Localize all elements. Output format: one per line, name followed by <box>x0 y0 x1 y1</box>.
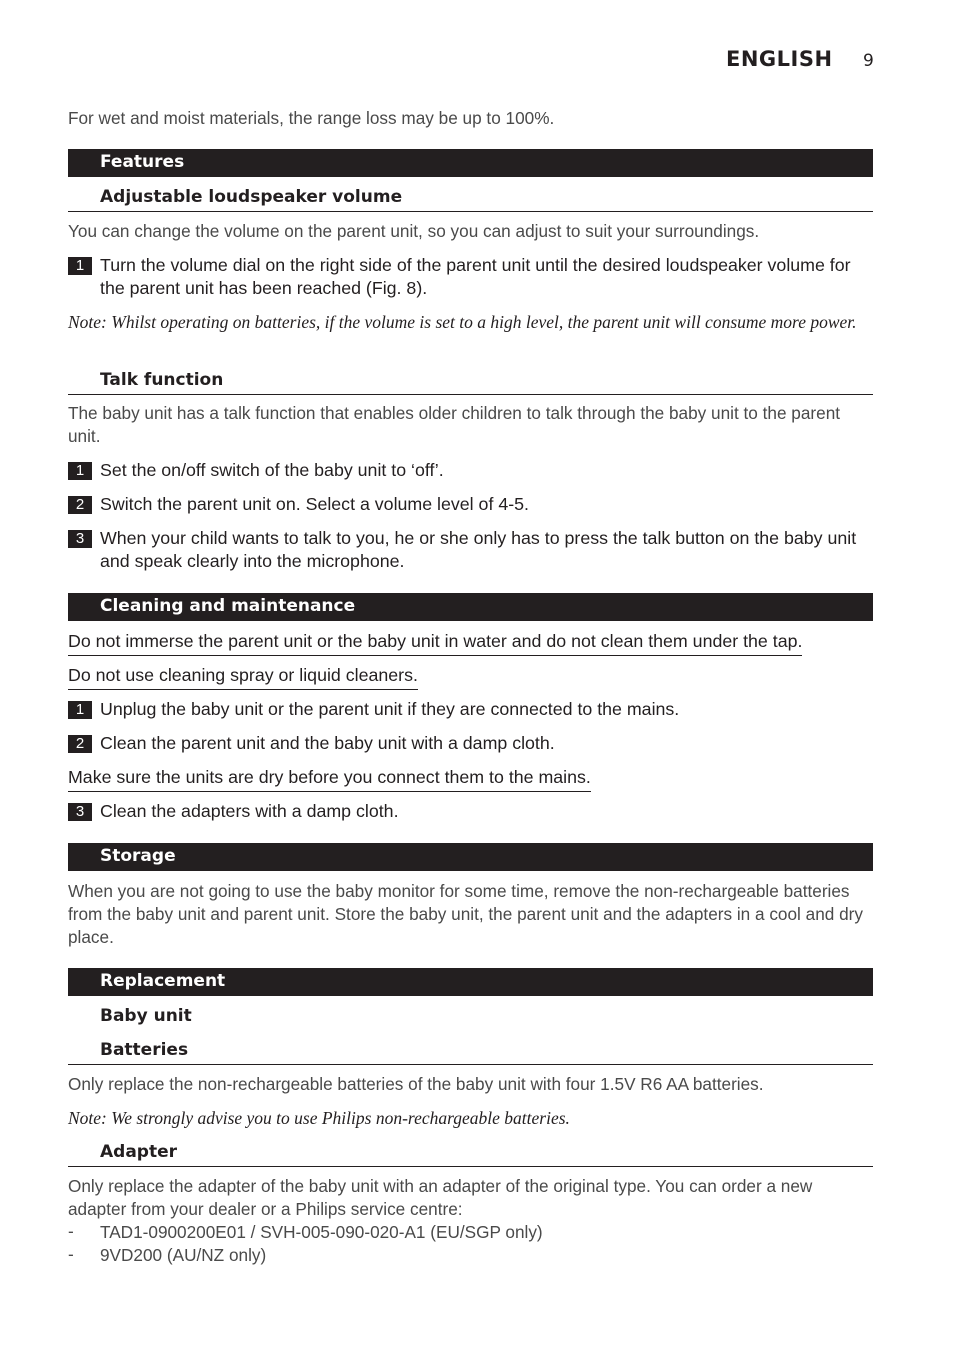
intro-text: For wet and moist materials, the range loss may be up to 100%. <box>68 108 555 128</box>
caution-text: Do not use cleaning spray or liquid cleaners. <box>68 664 418 690</box>
section-storage <box>68 843 873 871</box>
step-number: 2 <box>68 735 92 753</box>
step-text: Turn the volume dial on the right side of the parent unit until the desired loudspeaker volume for the parent unit has been reached (Fig. 8). <box>100 255 851 298</box>
section-replacement <box>68 968 873 996</box>
step-number: 3 <box>68 803 92 821</box>
section-title: Cleaning and maintenance <box>100 596 356 616</box>
section-features <box>68 149 873 177</box>
step-number: 3 <box>68 530 92 548</box>
step-text: Clean the parent unit and the baby unit with a damp cloth. <box>100 733 555 753</box>
storage-text: When you are not going to use the baby monitor for some time, remove the non-rechargeable batteries from the baby unit and parent unit. Store the baby unit, the parent unit and the adapters in a cool and dry place. <box>68 881 863 947</box>
step-text: Clean the adapters with a damp cloth. <box>100 801 399 821</box>
subsection-talk <box>68 368 873 395</box>
step-number: 1 <box>68 701 92 719</box>
list-dash: - <box>68 1244 74 1264</box>
step-number: 2 <box>68 496 92 514</box>
subsection-title: Talk function <box>100 370 224 390</box>
subsection-title: Adapter <box>100 1142 178 1162</box>
section-title: Storage <box>100 846 176 866</box>
batteries-text: Only replace the non-rechargeable batteries of the baby unit with four 1.5V R6 AA batteries. <box>68 1074 764 1094</box>
step-text: When your child wants to talk to you, he or she only has to press the talk button on the baby unit and speak clearly into the microphone. <box>100 528 857 571</box>
list-item: TAD1-0900200E01 / SVH-005-090-020-A1 (EU/SGP only) <box>100 1222 543 1242</box>
subsection-baby-unit <box>68 1004 873 1030</box>
step-text: Unplug the baby unit or the parent unit if they are connected to the mains. <box>100 699 680 719</box>
section-title: Replacement <box>100 971 226 991</box>
step-number: 1 <box>68 257 92 275</box>
list-dash: - <box>68 1221 74 1241</box>
subsection-adapter <box>68 1140 873 1167</box>
language-label: ENGLISH <box>726 47 833 71</box>
section-cleaning <box>68 593 873 621</box>
step-text: Switch the parent unit on. Select a volume level of 4-5. <box>100 494 529 514</box>
batteries-note: Note: We strongly advise you to use Philips non-rechargeable batteries. <box>68 1108 570 1128</box>
caution-text: Make sure the units are dry before you connect them to the mains. <box>68 766 591 792</box>
step-text: Set the on/off switch of the baby unit to ‘off’. <box>100 460 444 480</box>
step-number: 1 <box>68 462 92 480</box>
caution-text: Do not immerse the parent unit or the baby unit in water and do not clean them under the tap. <box>68 630 802 656</box>
volume-text: You can change the volume on the parent unit, so you can adjust to suit your surroundings. <box>68 221 760 241</box>
section-title: Features <box>100 152 185 172</box>
subsection-volume <box>68 185 873 212</box>
list-item: 9VD200 (AU/NZ only) <box>100 1245 267 1265</box>
subsection-title: Adjustable loudspeaker volume <box>100 187 403 207</box>
page-number: 9 <box>863 51 874 71</box>
subsection-title: Batteries <box>100 1040 189 1060</box>
adapter-text: Only replace the adapter of the baby unit with an adapter of the original type. You can order a new adapter from your dealer or a Philips service centre: <box>68 1176 813 1219</box>
talk-text: The baby unit has a talk function that enables older children to talk through the baby unit to the parent unit. <box>68 403 841 446</box>
volume-note: Note: Whilst operating on batteries, if the volume is set to a high level, the parent unit will consume more power. <box>68 312 857 332</box>
subsection-batteries <box>68 1038 873 1065</box>
subsection-title: Baby unit <box>100 1006 192 1026</box>
